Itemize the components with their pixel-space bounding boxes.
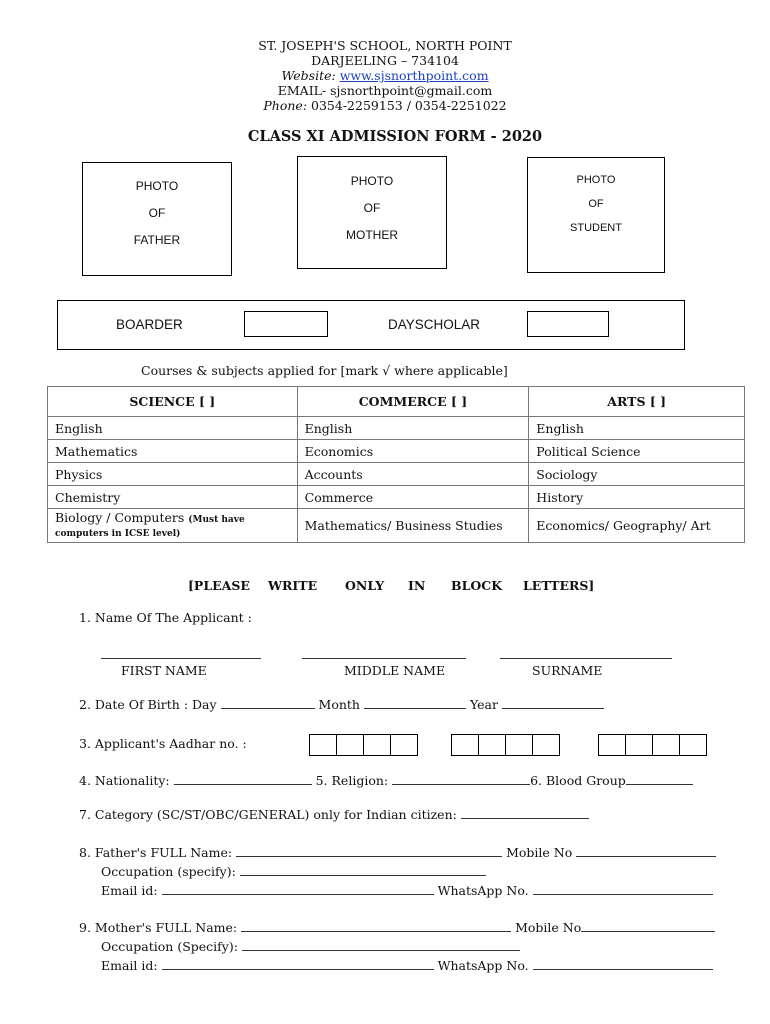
- blood-group-field[interactable]: [626, 773, 693, 785]
- instruction-word: BLOCK: [451, 578, 503, 593]
- father-occupation-field[interactable]: [240, 864, 486, 876]
- religion-field[interactable]: [392, 773, 530, 785]
- mother-occupation-label: Occupation (Specify):: [101, 939, 238, 954]
- science-header[interactable]: SCIENCE [ ]: [48, 387, 298, 417]
- photo-father-box[interactable]: [82, 162, 232, 276]
- table-header-row: [48, 387, 745, 417]
- nationality-field[interactable]: [174, 773, 312, 785]
- dob-month-field[interactable]: [364, 697, 466, 709]
- mother-occupation-field[interactable]: [242, 939, 520, 951]
- phone-label: Phone:: [263, 98, 312, 113]
- table-cell: English: [48, 417, 298, 440]
- table-cell: Mathematics: [48, 440, 298, 463]
- father-mobile-label: Mobile No: [506, 845, 573, 860]
- mother-email-label: Email id:: [101, 958, 158, 973]
- surname-field[interactable]: [500, 647, 672, 659]
- father-whatsapp-label: WhatsApp No.: [437, 883, 529, 898]
- photo-father-line1: PHOTO: [135, 179, 179, 193]
- table-cell: Political Science: [529, 440, 745, 463]
- mother-mobile-label: Mobile No: [515, 920, 582, 935]
- father-occupation-label: Occupation (specify):: [101, 864, 236, 879]
- science-note-b: computers in ICSE level): [55, 528, 181, 539]
- school-website-line: [0, 68, 770, 83]
- category-label: 7. Category (SC/ST/OBC/GENERAL) only for Indian citizen:: [79, 807, 457, 822]
- dayscholar-checkbox[interactable]: [527, 311, 609, 337]
- dayscholar-label: DAYSCHOLAR: [388, 317, 481, 332]
- instruction-word: IN: [408, 578, 426, 593]
- boarder-checkbox[interactable]: [244, 311, 328, 337]
- father-occupation-row: [101, 864, 486, 879]
- school-name: ST. JOSEPH'S SCHOOL, NORTH POINT: [258, 38, 512, 53]
- photo-student-line1: PHOTO: [576, 174, 616, 186]
- website-link[interactable]: www.sjsnorthpoint.com: [339, 68, 489, 83]
- photo-father-line2: OF: [148, 206, 166, 220]
- photo-mother-box[interactable]: [297, 156, 447, 269]
- photo-student-box[interactable]: [527, 157, 665, 273]
- q4-row: [79, 773, 693, 788]
- school-phone-line: [0, 98, 770, 113]
- first-name-field[interactable]: [101, 647, 261, 659]
- table-cell: Economics/ Geography/ Art: [529, 509, 745, 543]
- table-cell: History: [529, 486, 745, 509]
- surname-label: SURNAME: [532, 663, 603, 678]
- aadhar-group-1[interactable]: [310, 734, 418, 760]
- table-cell: Sociology: [529, 463, 745, 486]
- mother-email-field[interactable]: [162, 958, 434, 970]
- dob-month-label: Month: [318, 697, 360, 712]
- instruction-word: LETTERS]: [523, 578, 595, 593]
- aadhar-group-3[interactable]: [599, 734, 707, 760]
- dob-day-field[interactable]: [221, 697, 315, 709]
- table-row: [48, 486, 745, 509]
- instruction-word: WRITE: [268, 578, 318, 593]
- instruction-word: [PLEASE: [188, 578, 250, 593]
- q2-row: [79, 697, 604, 712]
- father-email-row: [101, 883, 713, 898]
- q1-label: 1. Name Of The Applicant :: [79, 610, 252, 625]
- table-cell: Physics: [48, 463, 298, 486]
- boarder-label: BOARDER: [116, 317, 183, 332]
- table-cell: [48, 509, 298, 543]
- middle-name-field[interactable]: [302, 647, 466, 659]
- courses-caption: Courses & subjects applied for [mark √ where applicable]: [141, 363, 508, 378]
- table-cell: Chemistry: [48, 486, 298, 509]
- mother-whatsapp-label: WhatsApp No.: [437, 958, 529, 973]
- table-cell: English: [529, 417, 745, 440]
- category-field[interactable]: [461, 807, 589, 819]
- photo-mother-line2: OF: [363, 201, 381, 215]
- q9-row: [79, 920, 715, 935]
- blood-group-label: 6. Blood Group: [530, 773, 626, 788]
- first-name-label: FIRST NAME: [121, 663, 207, 678]
- instruction-word: ONLY: [345, 578, 385, 593]
- mother-occupation-row: [101, 939, 520, 954]
- middle-name-label: MIDDLE NAME: [344, 663, 446, 678]
- photo-mother-line1: PHOTO: [350, 174, 394, 188]
- photo-student-line3: STUDENT: [570, 222, 622, 234]
- school-city: DARJEELING – 734104: [311, 53, 459, 68]
- science-last-subject: Biology / Computers: [55, 509, 185, 525]
- dob-year-label: Year: [469, 697, 498, 712]
- table-cell: Accounts: [297, 463, 529, 486]
- father-name-label: 8. Father's FULL Name:: [79, 845, 233, 860]
- table-cell: Commerce: [297, 486, 529, 509]
- mother-whatsapp-field[interactable]: [533, 958, 713, 970]
- mother-mobile-field[interactable]: [581, 920, 715, 932]
- table-row: [48, 417, 745, 440]
- table-row: [48, 463, 745, 486]
- table-row: [48, 440, 745, 463]
- aadhar-group-2[interactable]: [452, 734, 560, 760]
- q3-label: 3. Applicant's Aadhar no. :: [79, 736, 247, 751]
- table-cell: English: [297, 417, 529, 440]
- table-row: [48, 509, 745, 543]
- photo-father-line3: FATHER: [133, 233, 181, 247]
- subjects-table: [47, 386, 745, 543]
- table-cell: Mathematics/ Business Studies: [297, 509, 529, 543]
- website-label: Website:: [281, 68, 340, 83]
- mother-email-row: [101, 958, 713, 973]
- religion-label: 5. Religion:: [315, 773, 389, 788]
- phone-numbers: 0354-2259153 / 0354-2251022: [311, 98, 507, 113]
- father-name-field[interactable]: [236, 845, 502, 857]
- arts-header[interactable]: ARTS [ ]: [529, 387, 745, 417]
- science-note-a: (Must have: [188, 514, 245, 525]
- photo-student-line2: OF: [588, 198, 604, 210]
- q2-label: 2. Date Of Birth : Day: [79, 697, 217, 712]
- q8-row: [79, 845, 716, 860]
- q7-row: [79, 807, 589, 822]
- nationality-label: 4. Nationality:: [79, 773, 170, 788]
- commerce-header[interactable]: COMMERCE [ ]: [297, 387, 529, 417]
- father-email-label: Email id:: [101, 883, 158, 898]
- form-title: CLASS XI ADMISSION FORM - 2020: [247, 128, 543, 145]
- table-cell: Economics: [297, 440, 529, 463]
- mother-name-field[interactable]: [241, 920, 511, 932]
- dob-year-field[interactable]: [502, 697, 604, 709]
- father-mobile-field[interactable]: [576, 845, 716, 857]
- father-email-field[interactable]: [162, 883, 434, 895]
- photo-mother-line3: MOTHER: [346, 228, 398, 242]
- father-whatsapp-field[interactable]: [533, 883, 713, 895]
- mother-name-label: 9. Mother's FULL Name:: [79, 920, 238, 935]
- school-email: EMAIL- sjsnorthpoint@gmail.com: [277, 83, 493, 98]
